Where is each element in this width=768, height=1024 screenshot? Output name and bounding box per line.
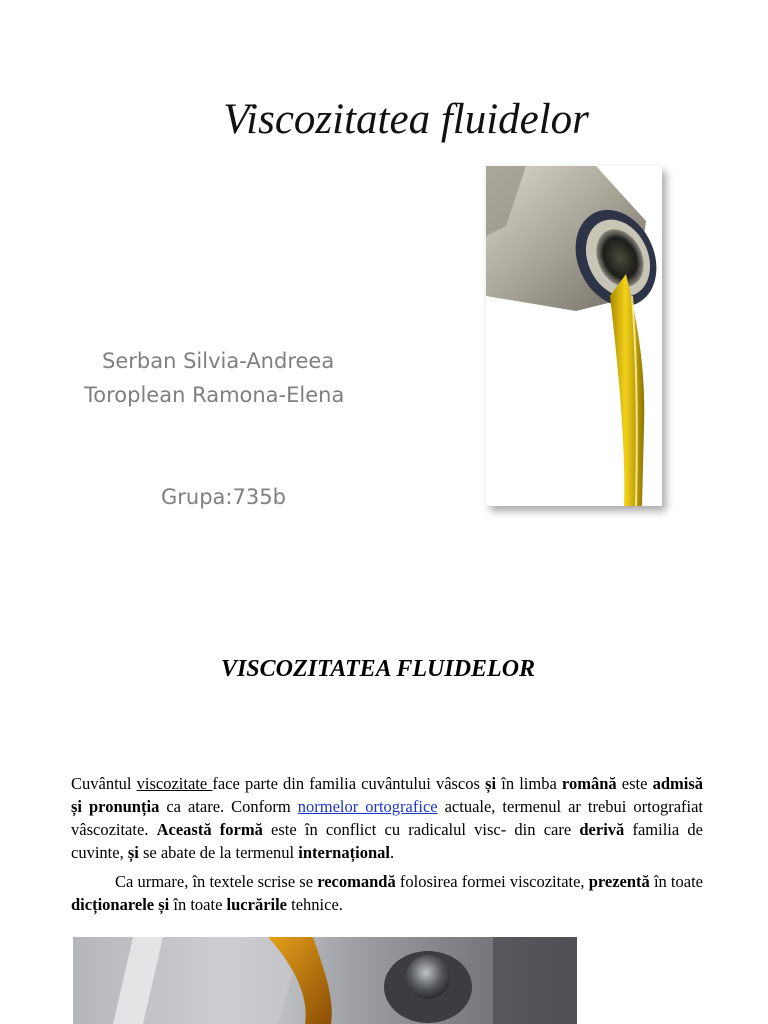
text-span: este bbox=[616, 774, 653, 793]
text-span: ca atare. Conform bbox=[159, 797, 298, 816]
engine-oil-fill-photo bbox=[73, 937, 577, 1024]
text-span: în toate bbox=[649, 872, 703, 891]
normelor-ortografice-link[interactable]: normelor ortografice bbox=[297, 797, 438, 816]
bold-term: și bbox=[127, 843, 139, 862]
bold-term: Această formă bbox=[156, 820, 263, 839]
bold-term: admisă și pronunția bbox=[71, 774, 703, 816]
authors-block bbox=[84, 344, 344, 412]
paragraph-viscosity-origin bbox=[71, 772, 703, 864]
bold-term: internațional bbox=[298, 843, 390, 862]
bold-term: prezentă bbox=[588, 872, 650, 891]
document-heading: VISCOZITATEA FLUIDELOR bbox=[220, 656, 536, 682]
text-span: se abate de la termenul bbox=[138, 843, 299, 862]
bold-term: recomandă bbox=[317, 872, 396, 891]
group-label: Grupa:735b bbox=[161, 485, 286, 509]
oil-pouring-photo bbox=[486, 166, 662, 506]
text-span: în limba bbox=[496, 774, 562, 793]
bold-term: lucrările bbox=[226, 895, 288, 914]
text-span: face parte din familia cuvântului vâscos bbox=[212, 774, 486, 793]
author-name: Toroplean Ramona-Elena bbox=[84, 383, 345, 407]
slide-title: Viscozitatea fluidelor bbox=[223, 96, 589, 143]
bold-term: derivă bbox=[579, 820, 625, 839]
bold-term: dicționarele bbox=[71, 895, 155, 914]
author-name: Serban Silvia-Andreea bbox=[102, 349, 335, 373]
text-span: folosirea formei viscozitate, bbox=[395, 872, 589, 891]
text-span: familia de cuvinte, bbox=[71, 820, 703, 862]
text-span: în toate bbox=[169, 895, 227, 914]
text-span: este în conflict cu radicalul visc- din care bbox=[262, 820, 580, 839]
bold-term: și bbox=[158, 895, 170, 914]
text-span: actuale, termenul ar trebui ortografiat vâscozitate. bbox=[71, 797, 704, 839]
text-span: . bbox=[389, 843, 395, 862]
viscozitate-term: viscozitate bbox=[136, 774, 213, 793]
bold-term: română bbox=[561, 774, 617, 793]
text-span: tehnice. bbox=[287, 895, 343, 914]
text-span: Ca urmare, în textele scrise se bbox=[115, 872, 318, 891]
text-span: Cuvântul bbox=[71, 774, 137, 793]
document-body bbox=[71, 772, 703, 916]
bold-term: și bbox=[485, 774, 497, 793]
paragraph-recommendation bbox=[71, 870, 703, 916]
